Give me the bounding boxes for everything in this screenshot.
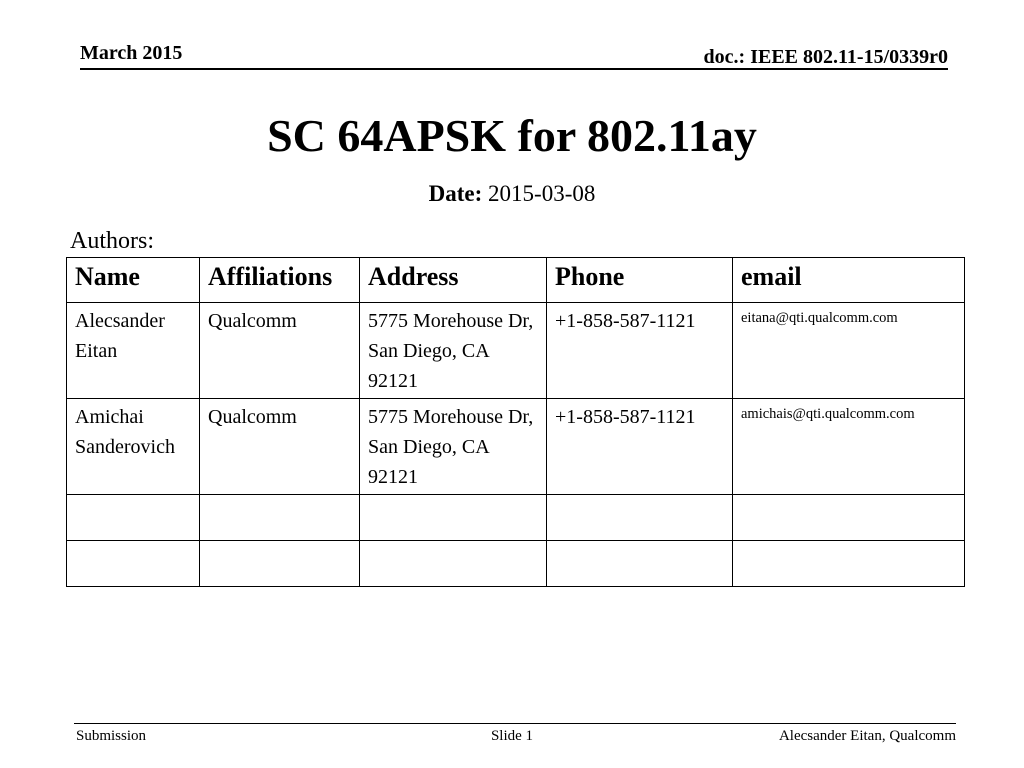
empty-cell bbox=[360, 541, 547, 587]
column-header-name: Name bbox=[67, 258, 200, 303]
author-name-cell: Alecsander Eitan bbox=[67, 303, 200, 399]
table-header-row bbox=[67, 258, 965, 303]
column-header-phone: Phone bbox=[547, 258, 733, 303]
author-address-cell: 5775 Morehouse Dr, San Diego, CA 92121 bbox=[360, 399, 547, 495]
date-line bbox=[0, 181, 1024, 207]
table-row bbox=[67, 303, 965, 399]
slide-title: SC 64APSK for 802.11ay bbox=[267, 110, 757, 161]
date-label: Date: bbox=[428, 181, 483, 206]
author-affiliation-cell: Qualcomm bbox=[200, 399, 360, 495]
table-row bbox=[67, 399, 965, 495]
author-address-cell: 5775 Morehouse Dr, San Diego, CA 92121 bbox=[360, 303, 547, 399]
author-email-cell: eitana@qti.qualcomm.com bbox=[733, 303, 965, 399]
author-email-cell: amichais@qti.qualcomm.com bbox=[733, 399, 965, 495]
header-date: March 2015 bbox=[80, 42, 183, 64]
table-row bbox=[67, 541, 965, 587]
authors-table bbox=[66, 257, 965, 587]
table-row bbox=[67, 495, 965, 541]
footer-divider bbox=[74, 723, 956, 724]
footer-slide-number: Slide 1 bbox=[490, 728, 534, 744]
column-header-email: email bbox=[733, 258, 965, 303]
empty-cell bbox=[200, 495, 360, 541]
footer-submission: Submission bbox=[76, 728, 147, 744]
header-divider bbox=[80, 68, 948, 70]
header-doc-id: doc.: IEEE 802.11-15/0339r0 bbox=[703, 46, 948, 68]
column-header-affiliations: Affiliations bbox=[200, 258, 360, 303]
empty-cell bbox=[67, 495, 200, 541]
authors-label: Authors: bbox=[70, 228, 154, 254]
author-phone-cell: +1-858-587-1121 bbox=[547, 399, 733, 495]
author-affiliation-cell: Qualcomm bbox=[200, 303, 360, 399]
empty-cell bbox=[200, 541, 360, 587]
author-phone-cell: +1-858-587-1121 bbox=[547, 303, 733, 399]
empty-cell bbox=[67, 541, 200, 587]
empty-cell bbox=[733, 541, 965, 587]
author-name-cell: Amichai Sanderovich bbox=[67, 399, 200, 495]
empty-cell bbox=[360, 495, 547, 541]
empty-cell bbox=[733, 495, 965, 541]
empty-cell bbox=[547, 495, 733, 541]
date-value: 2015-03-08 bbox=[488, 181, 596, 206]
empty-cell bbox=[547, 541, 733, 587]
footer-author: Alecsander Eitan, Qualcomm bbox=[778, 728, 956, 744]
column-header-address: Address bbox=[360, 258, 547, 303]
